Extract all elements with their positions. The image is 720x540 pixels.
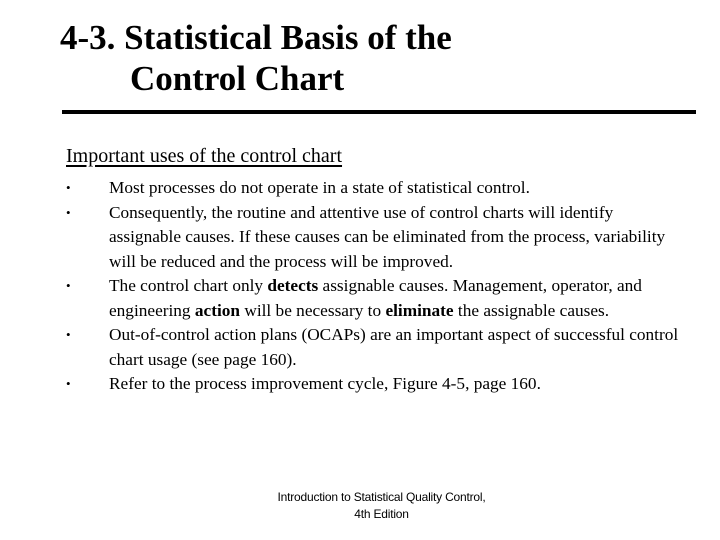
bullet-dot-icon: • [66,278,71,293]
bullet-text-run: assignable causes. Management, operator, and engineering [109,276,642,320]
bullet-text-run: the assignable causes. [453,300,610,320]
bullet-item [66,372,686,397]
footer-line-2: 4th Edition [354,507,409,521]
bullet-text [109,176,686,201]
footer [0,489,720,523]
bullet-text [109,201,686,275]
bullet-text-emphasis: eliminate [385,300,454,320]
bullet-text-emphasis: action [194,300,241,320]
bullet-text-run: The control chart only [109,276,268,295]
bullet-text [109,274,686,323]
bullet-text [109,323,686,372]
bullet-dot-icon: • [66,204,71,220]
title-divider [62,110,696,114]
slide-title-line-2: Control Chart [130,58,345,98]
bullet-item [66,274,686,323]
slide-title [60,18,452,100]
bullet-item [66,323,686,372]
bullet-text-run: Refer to the process improvement cycle, Figure 4-5, page 160. [109,374,541,393]
bullet-text [109,372,686,397]
bullet-text-emphasis: detects [267,276,319,295]
bullet-dot-icon: • [66,327,71,342]
bullet-text-run: Consequently, the routine and attentive use of control charts will identify assignable causes. If these causes can be eliminated from the process, variability will be reduced and the process will be improved. [109,202,666,271]
bullet-item [66,201,686,275]
bullet-text-run: Most processes do not operate in a state of statistical control. [109,178,530,197]
footer-line-1: Introduction to Statistical Quality Control, [277,490,486,504]
bullet-list [66,176,686,397]
slide-title-line-1: 4-3. Statistical Basis of the [60,18,452,57]
bullet-text-run: will be necessary to [240,300,386,320]
bullet-item [66,176,686,201]
bullet-dot-icon: • [66,180,71,195]
section-heading: Important uses of the control chart [66,145,343,167]
bullet-dot-icon: • [66,376,71,391]
bullet-text-run: Out-of-control action plans (OCAPs) are an important aspect of successful control chart usage (see page 160). [109,325,679,369]
